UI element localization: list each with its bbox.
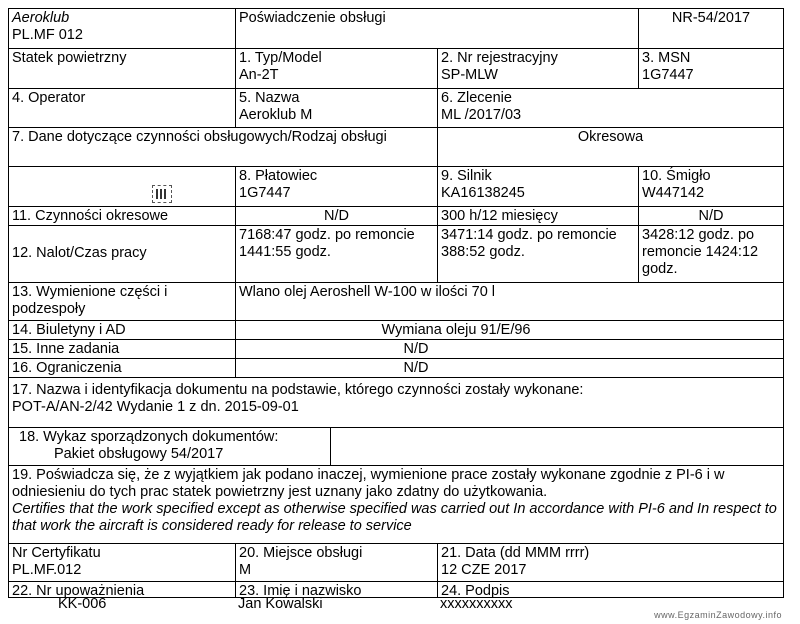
other-tasks-label: 15. Inne zadania (9, 340, 236, 359)
aircraft-label: Statek powietrzny (9, 49, 236, 89)
engine-cell (438, 167, 639, 207)
form-number: NR-54/2017 (639, 9, 783, 49)
date-cell (438, 544, 783, 582)
order-cell (438, 89, 783, 128)
registration-label: 2. Nr rejestracyjny (441, 50, 558, 66)
org-name: Aeroklub (12, 10, 70, 26)
other-tasks-value: N/D (236, 340, 783, 359)
operator-name-cell (236, 89, 438, 128)
person-name-cell (236, 582, 438, 597)
person-name-label: 23. Imię i nazwisko (239, 583, 362, 597)
date-value: 12 CZE 2017 (441, 562, 527, 578)
certificate-no-value: PL.MF.012 (12, 562, 82, 578)
replaced-parts-label: 13. Wymienione części i podzespoły (9, 283, 236, 321)
documents-label: 18. Wykaz sporządzonych dokumentów: (19, 429, 279, 445)
signature-value: xxxxxxxxxx (440, 596, 513, 612)
maintenance-certificate-form (8, 8, 784, 598)
engine-value: KA16138245 (441, 185, 525, 201)
airframe-cell (236, 167, 438, 207)
propeller-label: 10. Śmigło (642, 168, 711, 184)
documents-blank (331, 428, 783, 466)
org-code: PL.MF 012 (12, 27, 83, 43)
operator-name-value: Aeroklub M (239, 107, 313, 123)
bulletins-label: 14. Biuletyny i AD (9, 321, 236, 340)
periodic-airframe: N/D (236, 207, 438, 226)
authorization-cell (9, 582, 236, 597)
maintenance-type-label: 7. Dane dotyczące czynności obsługowych/Rodzaj obsługi (9, 128, 438, 167)
reference-doc-cell (9, 378, 783, 428)
replaced-parts-value: Wlano olej Aeroshell W-100 w ilości 70 l (236, 283, 783, 321)
certificate-no-label: Nr Certyfikatu (12, 545, 101, 561)
form-title: Poświadczenie obsługi (236, 9, 639, 49)
registration-value: SP-MLW (441, 67, 498, 83)
periodic-engine: 300 h/12 miesięcy (438, 207, 639, 226)
certification-text-pl: 19. Poświadcza się, że z wyjątkiem jak podano inaczej, wymienione prace zostały wykonane zgodnie z PI-6 i w odniesieniu do tych prac statek powietrzny jest uznany jako zdatny do użytkowania. (12, 467, 725, 500)
airframe-value: 1G7447 (239, 185, 291, 201)
signature-label: 24. Podpis (441, 583, 510, 597)
org-cell (9, 9, 236, 49)
operator-label: 4. Operator (9, 89, 236, 128)
aircraft-type-cell (236, 49, 438, 89)
place-label: 20. Miejsce obsługi (239, 545, 363, 561)
certification-text-en: Certifies that the work specified except as otherwise specified was carried out In accordance with PI-6 and In respect to that work the aircraft is considered ready for release to service (12, 501, 777, 534)
date-label: 21. Data (dd MMM rrrr) (441, 545, 590, 561)
reference-doc-value: POT-A/AN-2/42 Wydanie 1 z dn. 2015-09-01 (12, 399, 299, 415)
limitations-value: N/D (236, 359, 783, 378)
hours-engine: 3471:14 godz. po remoncie 388:52 godz. (438, 226, 639, 283)
periodic-propeller: N/D (639, 207, 783, 226)
operator-name-label: 5. Nazwa (239, 90, 300, 106)
propeller-value: W447142 (642, 185, 705, 201)
msn-label: 3. MSN (642, 50, 691, 66)
order-value: ML /2017/03 (441, 107, 522, 123)
airframe-label: 8. Płatowiec (239, 168, 318, 184)
certificate-no-cell (9, 544, 236, 582)
documents-value: Pakiet obsługowy 54/2017 (54, 446, 224, 462)
place-cell (236, 544, 438, 582)
watermark: www.EgzaminZawodowy.info (654, 610, 782, 620)
aircraft-type-value: An-2T (239, 67, 279, 83)
order-label: 6. Zlecenie (441, 90, 512, 106)
registration-cell (438, 49, 639, 89)
signature-cell (438, 582, 783, 597)
hours-label: 12. Nalot/Czas pracy (9, 226, 236, 283)
documents-cell (9, 428, 331, 466)
broken-image-icon (152, 185, 172, 203)
msn-cell (639, 49, 783, 89)
limitations-label: 16. Ograniczenia (9, 359, 236, 378)
place-value: M (239, 562, 252, 578)
hours-propeller: 3428:12 godz. po remoncie 1424:12 godz. (639, 226, 783, 283)
hours-airframe: 7168:47 godz. po remoncie 1441:55 godz. (236, 226, 438, 283)
aircraft-type-label: 1. Typ/Model (239, 50, 322, 66)
authorization-label: 22. Nr upoważnienia (12, 583, 145, 597)
certification-cell (9, 466, 783, 544)
person-name-value: Jan Kowalski (238, 596, 323, 612)
blank-cell (9, 167, 236, 207)
propeller-cell (639, 167, 783, 207)
engine-label: 9. Silnik (441, 168, 492, 184)
maintenance-type-value: Okresowa (438, 128, 783, 167)
bulletins-value: Wymiana oleju 91/E/96 (236, 321, 783, 340)
msn-value: 1G7447 (642, 67, 694, 83)
authorization-value: KK-006 (58, 596, 107, 612)
periodic-label: 11. Czynności okresowe (9, 207, 236, 226)
reference-doc-label: 17. Nazwa i identyfikacja dokumentu na podstawie, którego czynności zostały wykonane: (12, 382, 584, 398)
